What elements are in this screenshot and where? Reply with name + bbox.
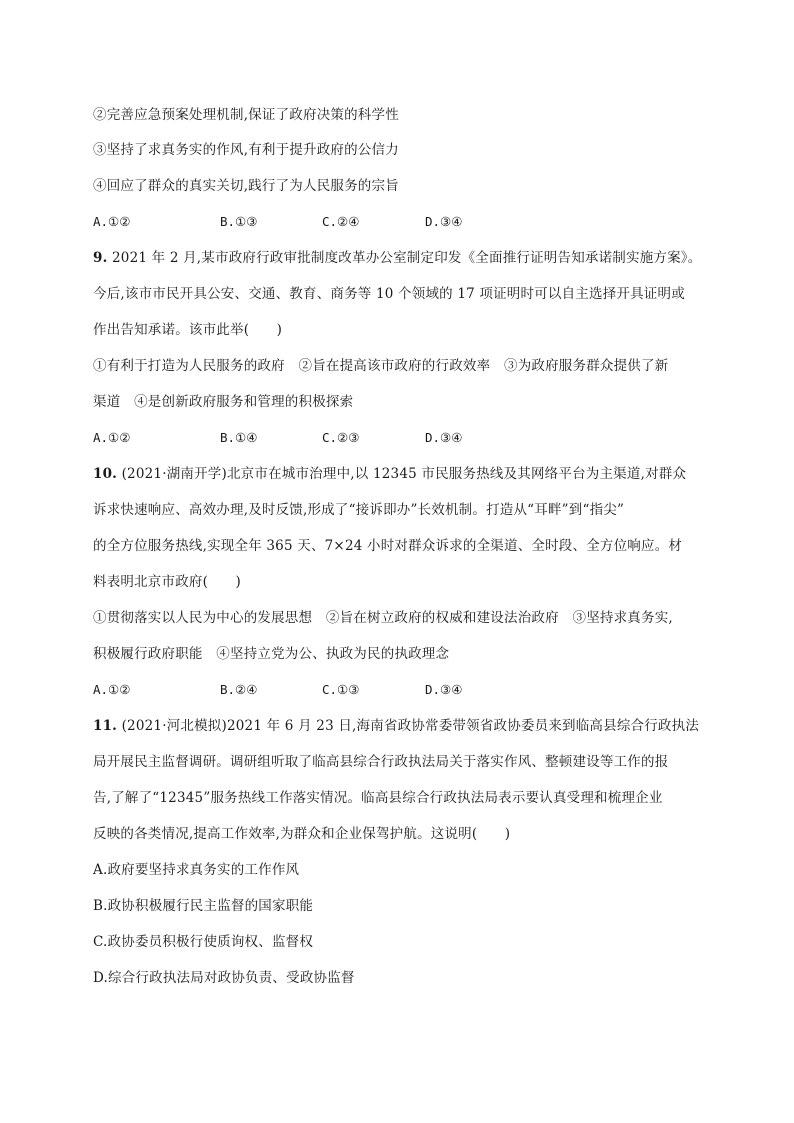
q11-number: 11. (93, 718, 118, 734)
q11-stem-line-4: 反映的各类情况,提高工作效率,为群众和企业保驾护航。这说明( ) (93, 826, 511, 842)
q9-stem-line-1 (93, 249, 701, 267)
q11-option-d: D.综合行政执法局对政协负责、受政协监督 (93, 970, 355, 986)
q10-choice-a: A.①② (93, 682, 131, 697)
q9-choice-b: B.①④ (220, 430, 258, 445)
q10-choice-c: C.①③ (322, 682, 360, 697)
q11-option-b: B.政协积极履行民主监督的国家职能 (93, 898, 314, 914)
q10-options-line-2: 积极履行政府职能 ④坚持立党为公、执政为民的执政理念 (93, 646, 450, 662)
q9-choice-d: D.③④ (425, 430, 463, 445)
q11-stem-line-3: 告,了解了“12345”服务热线工作落实情况。临高县综合行政执法局表示要认真受理和梳理企业 (93, 790, 663, 806)
q10-stem-line-3: 的全方位服务热线,实现全年 365 天、7×24 小时对群众诉求的全渠道、全时段、全方位响应。材 (93, 538, 683, 554)
q9-stem-text-1: 2021 年 2 月,某市政府行政审批制度改革办公室制定印发《全面推行证明告知承诺制实施方案》。 (107, 250, 702, 266)
q10-choice-b: B.②④ (220, 682, 258, 697)
q11-stem-text-1: (2021·河北模拟)2021 年 6 月 23 日,海南省政协常委带领省政协委员来到临高县综合行政执法 (117, 718, 700, 734)
q10-number: 10. (93, 466, 118, 482)
q9-stem-line-2: 今后,该市市民开具公安、交通、教育、商务等 10 个领域的 17 项证明时可以自主选择开具证明或 (93, 286, 685, 302)
q11-stem-line-1 (93, 717, 699, 735)
q9-number: 9. (93, 250, 108, 266)
q8-choice-c: C.②④ (322, 214, 360, 229)
q9-choice-c: C.②③ (322, 430, 360, 445)
q11-option-c: C.政协委员积极行使质询权、监督权 (93, 934, 314, 950)
q10-stem-line-1 (93, 465, 686, 483)
q10-choice-d: D.③④ (425, 682, 463, 697)
q9-options-line-2: 渠道 ④是创新政府服务和管理的积极探索 (93, 394, 354, 410)
q8-choice-b: B.①③ (220, 214, 258, 229)
q8-choice-a: A.①② (93, 214, 131, 229)
q10-stem-line-2: 诉求快速响应、高效办理,及时反馈,形成了“接诉即办”长效机制。打造从“耳畔”到“指尖” (93, 502, 625, 518)
q10-options-line-1: ①贯彻落实以人民为中心的发展思想 ②旨在树立政府的权威和建设法治政府 ③坚持求真务实, (93, 610, 673, 626)
q8-option-4: ④回应了群众的真实关切,践行了为人民服务的宗旨 (93, 178, 399, 194)
q11-option-a: A.政府要坚持求真务实的工作作风 (93, 862, 300, 878)
q11-stem-line-2: 局开展民主监督调研。调研组听取了临高县综合行政执法局关于落实作风、整顿建设等工作的报 (93, 754, 669, 770)
q10-stem-text-1: (2021·湖南开学)北京市在城市治理中,以 12345 市民服务热线及其网络平台为主渠道,对群众 (117, 466, 687, 482)
q9-stem-line-3: 作出告知承诺。该市此举( ) (93, 322, 283, 338)
q9-choice-a: A.①② (93, 430, 131, 445)
q8-option-2: ②完善应急预案处理机制,保证了政府决策的科学性 (93, 107, 399, 123)
q9-options-line-1: ①有利于打造为人民服务的政府 ②旨在提高该市政府的行政效率 ③为政府服务群众提供了新 (93, 358, 669, 374)
q10-stem-line-4: 料表明北京市政府( ) (93, 574, 241, 590)
q8-choice-d: D.③④ (425, 214, 463, 229)
q8-option-3: ③坚持了求真务实的作风,有利于提升政府的公信力 (93, 142, 399, 158)
